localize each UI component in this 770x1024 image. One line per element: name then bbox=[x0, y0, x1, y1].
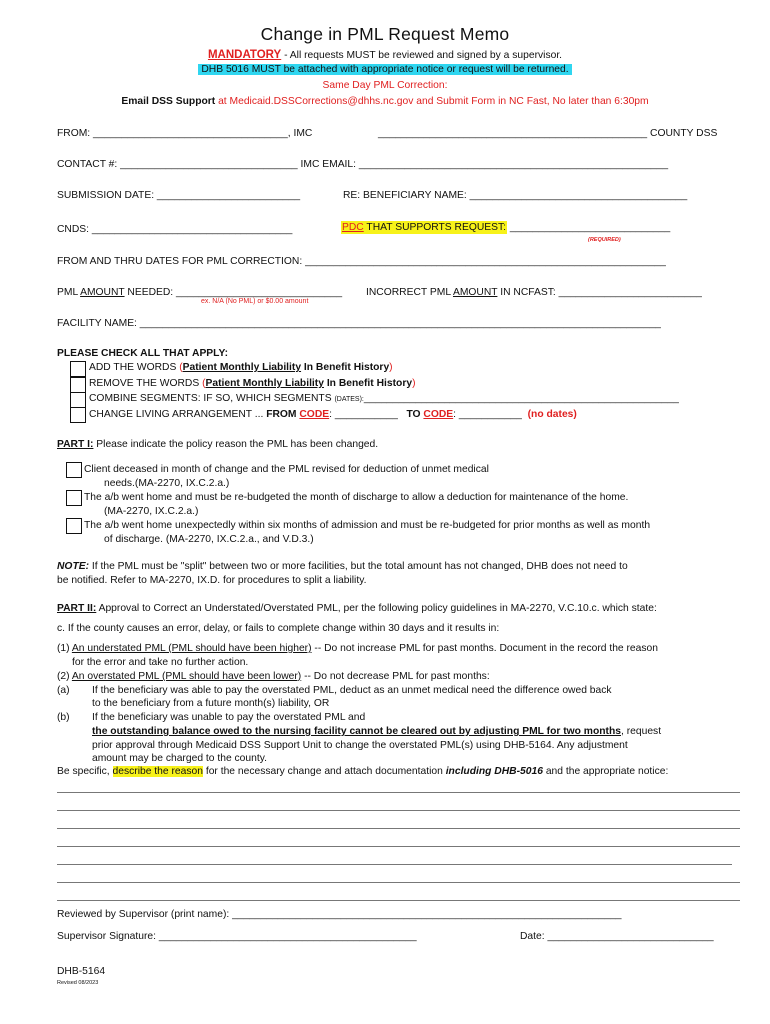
mandatory-text: - All requests MUST be reviewed and signed by a supervisor. bbox=[281, 50, 563, 61]
part1-label: PART I: bbox=[57, 439, 94, 450]
combine-segments-label bbox=[89, 393, 679, 404]
pdc-label-rest: THAT SUPPORTS REQUEST: bbox=[363, 222, 507, 233]
item-a-line-2: to the beneficiary from a future month(s) liability, OR bbox=[92, 698, 330, 709]
living-arrangement-label bbox=[89, 409, 577, 420]
item-b-bold: the outstanding balance owed to the nursing facility cannot be cleared out by adjusting PML for two months bbox=[92, 726, 621, 737]
pml-amount-word: AMOUNT bbox=[80, 287, 125, 298]
specific-end: and the appropriate notice: bbox=[542, 766, 669, 777]
to-code-blank[interactable]: : ___________ bbox=[453, 409, 522, 420]
add-words-prefix: ADD THE WORDS bbox=[89, 362, 180, 373]
email-label: Email DSS Support bbox=[121, 96, 216, 107]
specific-highlight: describe the reason bbox=[112, 766, 203, 777]
part1-text: Please indicate the policy reason the PML has been changed. bbox=[93, 439, 379, 450]
understated-line bbox=[57, 643, 658, 654]
check-all-heading: PLEASE CHECK ALL THAT APPLY: bbox=[57, 348, 229, 359]
living-arrangement-checkbox[interactable] bbox=[70, 407, 86, 423]
item-b-line-4: amount may be charged to the county. bbox=[92, 753, 267, 764]
overstated-label: An overstated PML (PML should have been lower) bbox=[71, 671, 302, 682]
reviewed-by-field[interactable]: Reviewed by Supervisor (print name): ____________________________________________________________________ bbox=[57, 909, 622, 920]
incorrect-pml-field[interactable] bbox=[366, 287, 702, 298]
from-code-word: CODE bbox=[299, 409, 330, 420]
part1-heading bbox=[57, 439, 378, 450]
contact-field[interactable]: CONTACT #: _______________________________ IMC EMAIL: ______________________________________________________ bbox=[57, 159, 669, 170]
pdc-field[interactable] bbox=[341, 222, 670, 233]
submission-date-field[interactable]: SUBMISSION DATE: _________________________ bbox=[57, 190, 301, 201]
mandatory-label: MANDATORY bbox=[207, 49, 282, 61]
form-id: DHB-5164 bbox=[57, 966, 106, 977]
pml-amount-field[interactable] bbox=[57, 287, 342, 298]
reason-line[interactable] bbox=[57, 882, 740, 883]
from-code-blank[interactable]: : ___________ bbox=[329, 409, 398, 420]
went-home-option-ref: (MA-2270, IX.C.2.a.) bbox=[104, 506, 199, 517]
item-b-label: (b) bbox=[57, 712, 70, 723]
item1-num: (1) bbox=[57, 643, 72, 654]
note-label: NOTE: bbox=[57, 561, 90, 572]
remove-words-checkbox[interactable] bbox=[70, 377, 86, 393]
reason-line[interactable] bbox=[57, 846, 740, 847]
pml-amount-prefix: PML bbox=[57, 287, 81, 298]
pml-phrase: Patient Monthly Liability bbox=[182, 362, 302, 373]
pml-phrase-tail: In Benefit History bbox=[301, 362, 390, 373]
note-line-2: be notified. Refer to MA-2270, IX.D. for procedures to split a liability. bbox=[57, 575, 367, 586]
facility-name-field[interactable]: FACILITY NAME: ___________________________________________________________________________________________ bbox=[57, 318, 661, 329]
item-b-bold-tail: , request bbox=[621, 726, 662, 737]
specific-bold: including DHB-5016 bbox=[445, 766, 543, 777]
incorrect-word: AMOUNT bbox=[452, 287, 498, 298]
dhb-notice: DHB 5016 MUST be attached with appropriate notice or request will be returned. bbox=[198, 64, 571, 75]
unexpected-home-checkbox[interactable] bbox=[66, 518, 82, 534]
item-a-label: (a) bbox=[57, 685, 70, 696]
cnds-field[interactable]: CNDS: ___________________________________ bbox=[57, 224, 293, 235]
page-title: Change in PML Request Memo bbox=[260, 24, 510, 44]
unexpected-home-option-ref: of discharge. (MA-2270, IX.C.2.a., and V.D.3.) bbox=[104, 534, 314, 545]
part2-c-line: c. If the county causes an error, delay, or fails to complete change within 30 days and it results in: bbox=[57, 623, 500, 634]
note-line-1 bbox=[57, 561, 628, 572]
reason-line[interactable] bbox=[57, 810, 740, 811]
date-field[interactable]: Date: _____________________________ bbox=[520, 931, 714, 942]
specific-prefix: Be specific, bbox=[57, 766, 113, 777]
reason-line[interactable] bbox=[57, 828, 740, 829]
went-home-option: The a/b went home and must be re-budgeted the month of discharge to allow a deduction for maintenance of the home. bbox=[84, 492, 629, 503]
combine-text: COMBINE SEGMENTS: IF SO, WHICH SEGMENTS bbox=[89, 393, 332, 404]
remove-words-label: REMOVE THE WORDS (Patient Monthly Liability In Benefit History) bbox=[89, 378, 416, 389]
from-word: FROM bbox=[266, 409, 300, 420]
required-note: (REQUIRED) bbox=[588, 237, 621, 243]
amount-example: ex. N/A (No PML) or $0.00 amount bbox=[201, 298, 309, 305]
reason-line[interactable] bbox=[57, 900, 740, 901]
dhb-notice-line bbox=[0, 64, 770, 75]
part2-heading bbox=[57, 603, 657, 614]
combine-segments-checkbox[interactable] bbox=[70, 392, 86, 408]
pml-phrase-2: Patient Monthly Liability bbox=[205, 378, 324, 389]
part2-text: Approval to Correct an Understated/Overstated PML, per the following policy guidelines in MA-2270, V.C.10.c. which state: bbox=[96, 603, 657, 614]
beneficiary-name-field[interactable]: RE: BENEFICIARY NAME: ______________________________________ bbox=[343, 190, 688, 201]
add-words-label: ADD THE WORDS (Patient Monthly Liability In Benefit History) bbox=[89, 362, 393, 373]
add-words-checkbox[interactable] bbox=[70, 361, 86, 377]
overstated-text: -- Do not decrease PML for past months: bbox=[301, 671, 490, 682]
note-text: If the PML must be "split" between two or more facilities, but the total amount has not changed, DHB does not need to bbox=[89, 561, 628, 572]
reason-line[interactable] bbox=[57, 864, 732, 865]
understated-line-2: for the error and take no further action. bbox=[72, 657, 249, 668]
understated-label: An understated PML (PML should have been higher) bbox=[71, 643, 312, 654]
pdc-blank: ____________________________ bbox=[507, 222, 671, 233]
from-thru-dates-field[interactable]: FROM AND THRU DATES FOR PML CORRECTION: _______________________________________________________________ bbox=[57, 256, 666, 267]
pdc-label: PDC bbox=[342, 222, 364, 233]
combine-blank[interactable]: _______________________________________________________ bbox=[363, 393, 679, 404]
mandatory-line bbox=[0, 49, 770, 61]
incorrect-suffix: IN NCFAST: _________________________ bbox=[497, 287, 702, 298]
item2-num: (2) bbox=[57, 671, 72, 682]
overstated-line bbox=[57, 671, 490, 682]
deceased-option: Client deceased in month of change and the PML revised for deduction of unmet medical bbox=[84, 464, 489, 475]
no-dates: (no dates) bbox=[527, 409, 577, 420]
went-home-checkbox[interactable] bbox=[66, 490, 82, 506]
supervisor-signature-field[interactable]: Supervisor Signature: _____________________________________________ bbox=[57, 931, 417, 942]
unexpected-home-option: The a/b went home unexpectedly within six months of admission and must be re-budgeted for prior months as well as month bbox=[84, 520, 651, 531]
item-b-line-1: If the beneficiary was unable to pay the overstated PML and bbox=[92, 712, 366, 723]
deceased-option-ref: needs.(MA-2270, IX.C.2.a.) bbox=[104, 478, 230, 489]
reason-line[interactable] bbox=[57, 792, 740, 793]
county-field[interactable]: _______________________________________________ COUNTY DSS bbox=[378, 128, 718, 139]
to-word: TO bbox=[406, 409, 424, 420]
email-text: at Medicaid.DSSCorrections@dhhs.nc.gov and Submit Form in NC Fast, No later than 6:30pm bbox=[215, 96, 649, 107]
understated-text: -- Do not increase PML for past months. Document in the record the reason bbox=[311, 643, 658, 654]
to-code-word: CODE bbox=[423, 409, 454, 420]
item-a-line-1: If the beneficiary was able to pay the overstated PML, deduct as an unmet medical need the difference owed back bbox=[92, 685, 612, 696]
part2-label: PART II: bbox=[57, 603, 97, 614]
change-prefix: CHANGE LIVING ARRANGEMENT ... bbox=[89, 409, 267, 420]
specific-mid: for the necessary change and attach documentation bbox=[202, 766, 446, 777]
specific-line bbox=[57, 766, 668, 777]
combine-dates: (DATES): bbox=[334, 396, 364, 403]
incorrect-prefix: INCORRECT PML bbox=[366, 287, 453, 298]
pml-phrase-tail-2: In Benefit History bbox=[323, 378, 413, 389]
deceased-checkbox[interactable] bbox=[66, 462, 82, 478]
remove-words-prefix: REMOVE THE WORDS bbox=[89, 378, 203, 389]
email-line bbox=[0, 96, 770, 107]
revised-date: Revised 08/2023 bbox=[57, 980, 99, 986]
same-day-correction: Same Day PML Correction: bbox=[322, 80, 448, 91]
item-b-line-3: prior approval through Medicaid DSS Support Unit to change the overstated PML(s) using DHB-5164. Any adjustment bbox=[92, 740, 628, 751]
item-b-line-2 bbox=[92, 726, 661, 737]
from-field[interactable]: FROM: __________________________________, IMC bbox=[57, 128, 313, 139]
pml-amount-suffix: NEEDED: _____________________________ bbox=[124, 287, 343, 298]
